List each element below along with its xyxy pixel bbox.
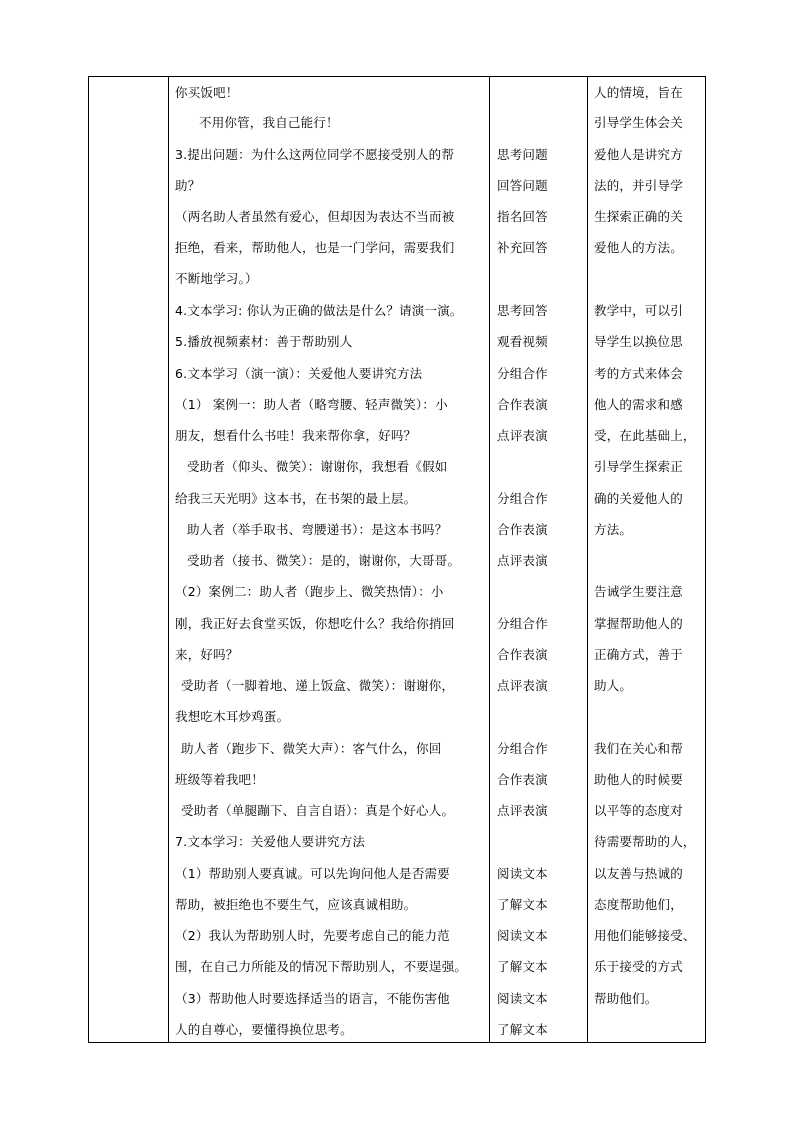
content-line: 6.文本学习（演一演）：关爱他人要讲究方法 <box>175 366 423 381</box>
activity-line: 阅读文本 <box>497 866 548 881</box>
content-line: （两名助人者虽然有爱心，但却因为表达不当而被 <box>175 209 455 224</box>
note-line: 人的情境，旨在 <box>594 85 683 100</box>
note-line: 爱他人的方法。 <box>594 240 683 255</box>
note-line: 掌握帮助他人的 <box>594 616 683 631</box>
note-line: 生探索正确的关 <box>594 209 683 224</box>
content-line: （3）帮助他人时要选择适当的语言，不能伤害他 <box>175 991 450 1006</box>
content-line: 拒绝，看来，帮助他人，也是一门学问，需要我们 <box>175 240 455 255</box>
activity-line: 了解文本 <box>497 897 548 912</box>
activity-line: 思考问题 <box>497 147 548 162</box>
activity-line: 了解文本 <box>497 1022 548 1037</box>
content-line: 不用你管，我自己能行！ <box>199 115 339 130</box>
activity-line: 思考回答 <box>497 303 548 318</box>
activity-line: 分组合作 <box>497 741 548 756</box>
content-line: 来，好吗？ <box>175 647 239 662</box>
content-line: （1） 案例一：助人者（略弯腰、轻声微笑）：小 <box>175 397 448 412</box>
content-line: 帮助，被拒绝也不要生气，应该真诚相助。 <box>175 897 417 912</box>
activity-line: 了解文本 <box>497 959 548 974</box>
design-intent-column <box>588 77 707 1042</box>
content-line: 围，在自己力所能及的情况下帮助别人，不要逞强。 <box>175 959 468 974</box>
note-line: 态度帮助他们， <box>594 897 683 912</box>
activity-line: 补充回答 <box>497 240 548 255</box>
note-line: 考的方式来体会 <box>594 366 683 381</box>
note-line: 用他们能够接受、 <box>594 928 696 943</box>
note-line: 待需要帮助的人， <box>594 834 696 849</box>
activity-line: 分组合作 <box>497 616 548 631</box>
note-line: 他人的需求和感 <box>594 397 683 412</box>
content-line: 我想吃木耳炒鸡蛋。 <box>175 709 290 724</box>
activity-line: 合作表演 <box>497 772 548 787</box>
content-line: 刚，我正好去食堂买饭，你想吃什么？我给你捎回 <box>175 616 455 631</box>
activity-line: 点评表演 <box>497 678 548 693</box>
content-line: 受助者（仰头、微笑）：谢谢你，我想看《假如 <box>187 459 448 474</box>
content-line: 班级等着我吧！ <box>175 772 264 787</box>
activity-line: 点评表演 <box>497 428 548 443</box>
activity-line: 合作表演 <box>497 522 548 537</box>
note-line: 我们在关心和帮 <box>594 741 683 756</box>
note-line: 确的关爱他人的 <box>594 491 683 506</box>
note-line: 助人。 <box>594 678 633 693</box>
content-line: 3.提出问题：为什么这两位同学不愿接受别人的帮 <box>175 147 455 162</box>
activity-line: 点评表演 <box>497 803 548 818</box>
note-line: 引导学生探索正 <box>594 459 683 474</box>
note-line: 法的，并引导学 <box>594 178 683 193</box>
content-line: 5.播放视频素材：善于帮助别人 <box>175 334 353 349</box>
activity-line: 点评表演 <box>497 553 548 568</box>
activity-line: 阅读文本 <box>497 991 548 1006</box>
activity-line: 回答问题 <box>497 178 548 193</box>
note-line: 导学生以换位思 <box>594 334 683 349</box>
content-line: 受助者（单腿蹦下、自言自语）：真是个好心人。 <box>181 803 455 818</box>
content-line: 你买饭吧！ <box>175 85 239 100</box>
note-line: 方法。 <box>594 522 633 537</box>
content-line: 4.文本学习: 你认为正确的做法是什么？请演一演。 <box>175 303 463 318</box>
activity-line: 合作表演 <box>497 397 548 412</box>
content-line: 不断地学习。） <box>175 271 258 286</box>
activity-line: 分组合作 <box>497 491 548 506</box>
student-activity-column <box>490 77 587 1042</box>
content-line: 受助者（一脚着地、递上饭盒、微笑）：谢谢你， <box>181 678 455 693</box>
activity-line: 观看视频 <box>497 334 548 349</box>
content-line: 朋友，想看什么书哇！我来帮你拿，好吗？ <box>175 428 417 443</box>
activity-line: 分组合作 <box>497 366 548 381</box>
content-line: 给我三天光明》这本书，在书架的最上层。 <box>175 491 417 506</box>
content-line: （2）我认为帮助别人时，先要考虑自己的能力范 <box>175 928 450 943</box>
teaching-content-column <box>169 77 489 1042</box>
content-line: 助？ <box>175 178 201 193</box>
content-line: 人的自尊心，要懂得换位思考。 <box>175 1022 353 1037</box>
lesson-table <box>88 76 706 1043</box>
content-line: 受助者（接书、微笑）：是的，谢谢你，大哥哥。 <box>187 553 461 568</box>
note-line: 帮助他们。 <box>594 991 658 1006</box>
content-line: 7.文本学习：关爱他人要讲究方法 <box>175 834 366 849</box>
note-line: 正确方式，善于 <box>594 647 683 662</box>
activity-line: 指名回答 <box>497 209 548 224</box>
note-line: 乐于接受的方式 <box>594 959 683 974</box>
note-line: 以友善与热诚的 <box>594 866 683 881</box>
note-line: 告诫学生要注意 <box>594 584 683 599</box>
content-line: （1）帮助别人要真诚。可以先询问他人是否需要 <box>175 866 450 881</box>
note-line: 引导学生体会关 <box>594 115 683 130</box>
content-line: （2）案例二：助人者（跑步上、微笑热情）：小 <box>175 584 444 599</box>
note-line: 以平等的态度对 <box>594 803 683 818</box>
activity-line: 合作表演 <box>497 647 548 662</box>
note-line: 受，在此基础上， <box>594 428 696 443</box>
content-line: 助人者（跑步下、微笑大声）：客气什么，你回 <box>181 741 442 756</box>
note-line: 助他人的时候要 <box>594 772 683 787</box>
stage-column <box>89 77 168 1042</box>
note-line: 爱他人是讲究方 <box>594 147 683 162</box>
activity-line: 阅读文本 <box>497 928 548 943</box>
content-line: 助人者（举手取书、弯腰递书）：是这本书吗？ <box>187 522 448 537</box>
note-line: 教学中，可以引 <box>594 303 683 318</box>
